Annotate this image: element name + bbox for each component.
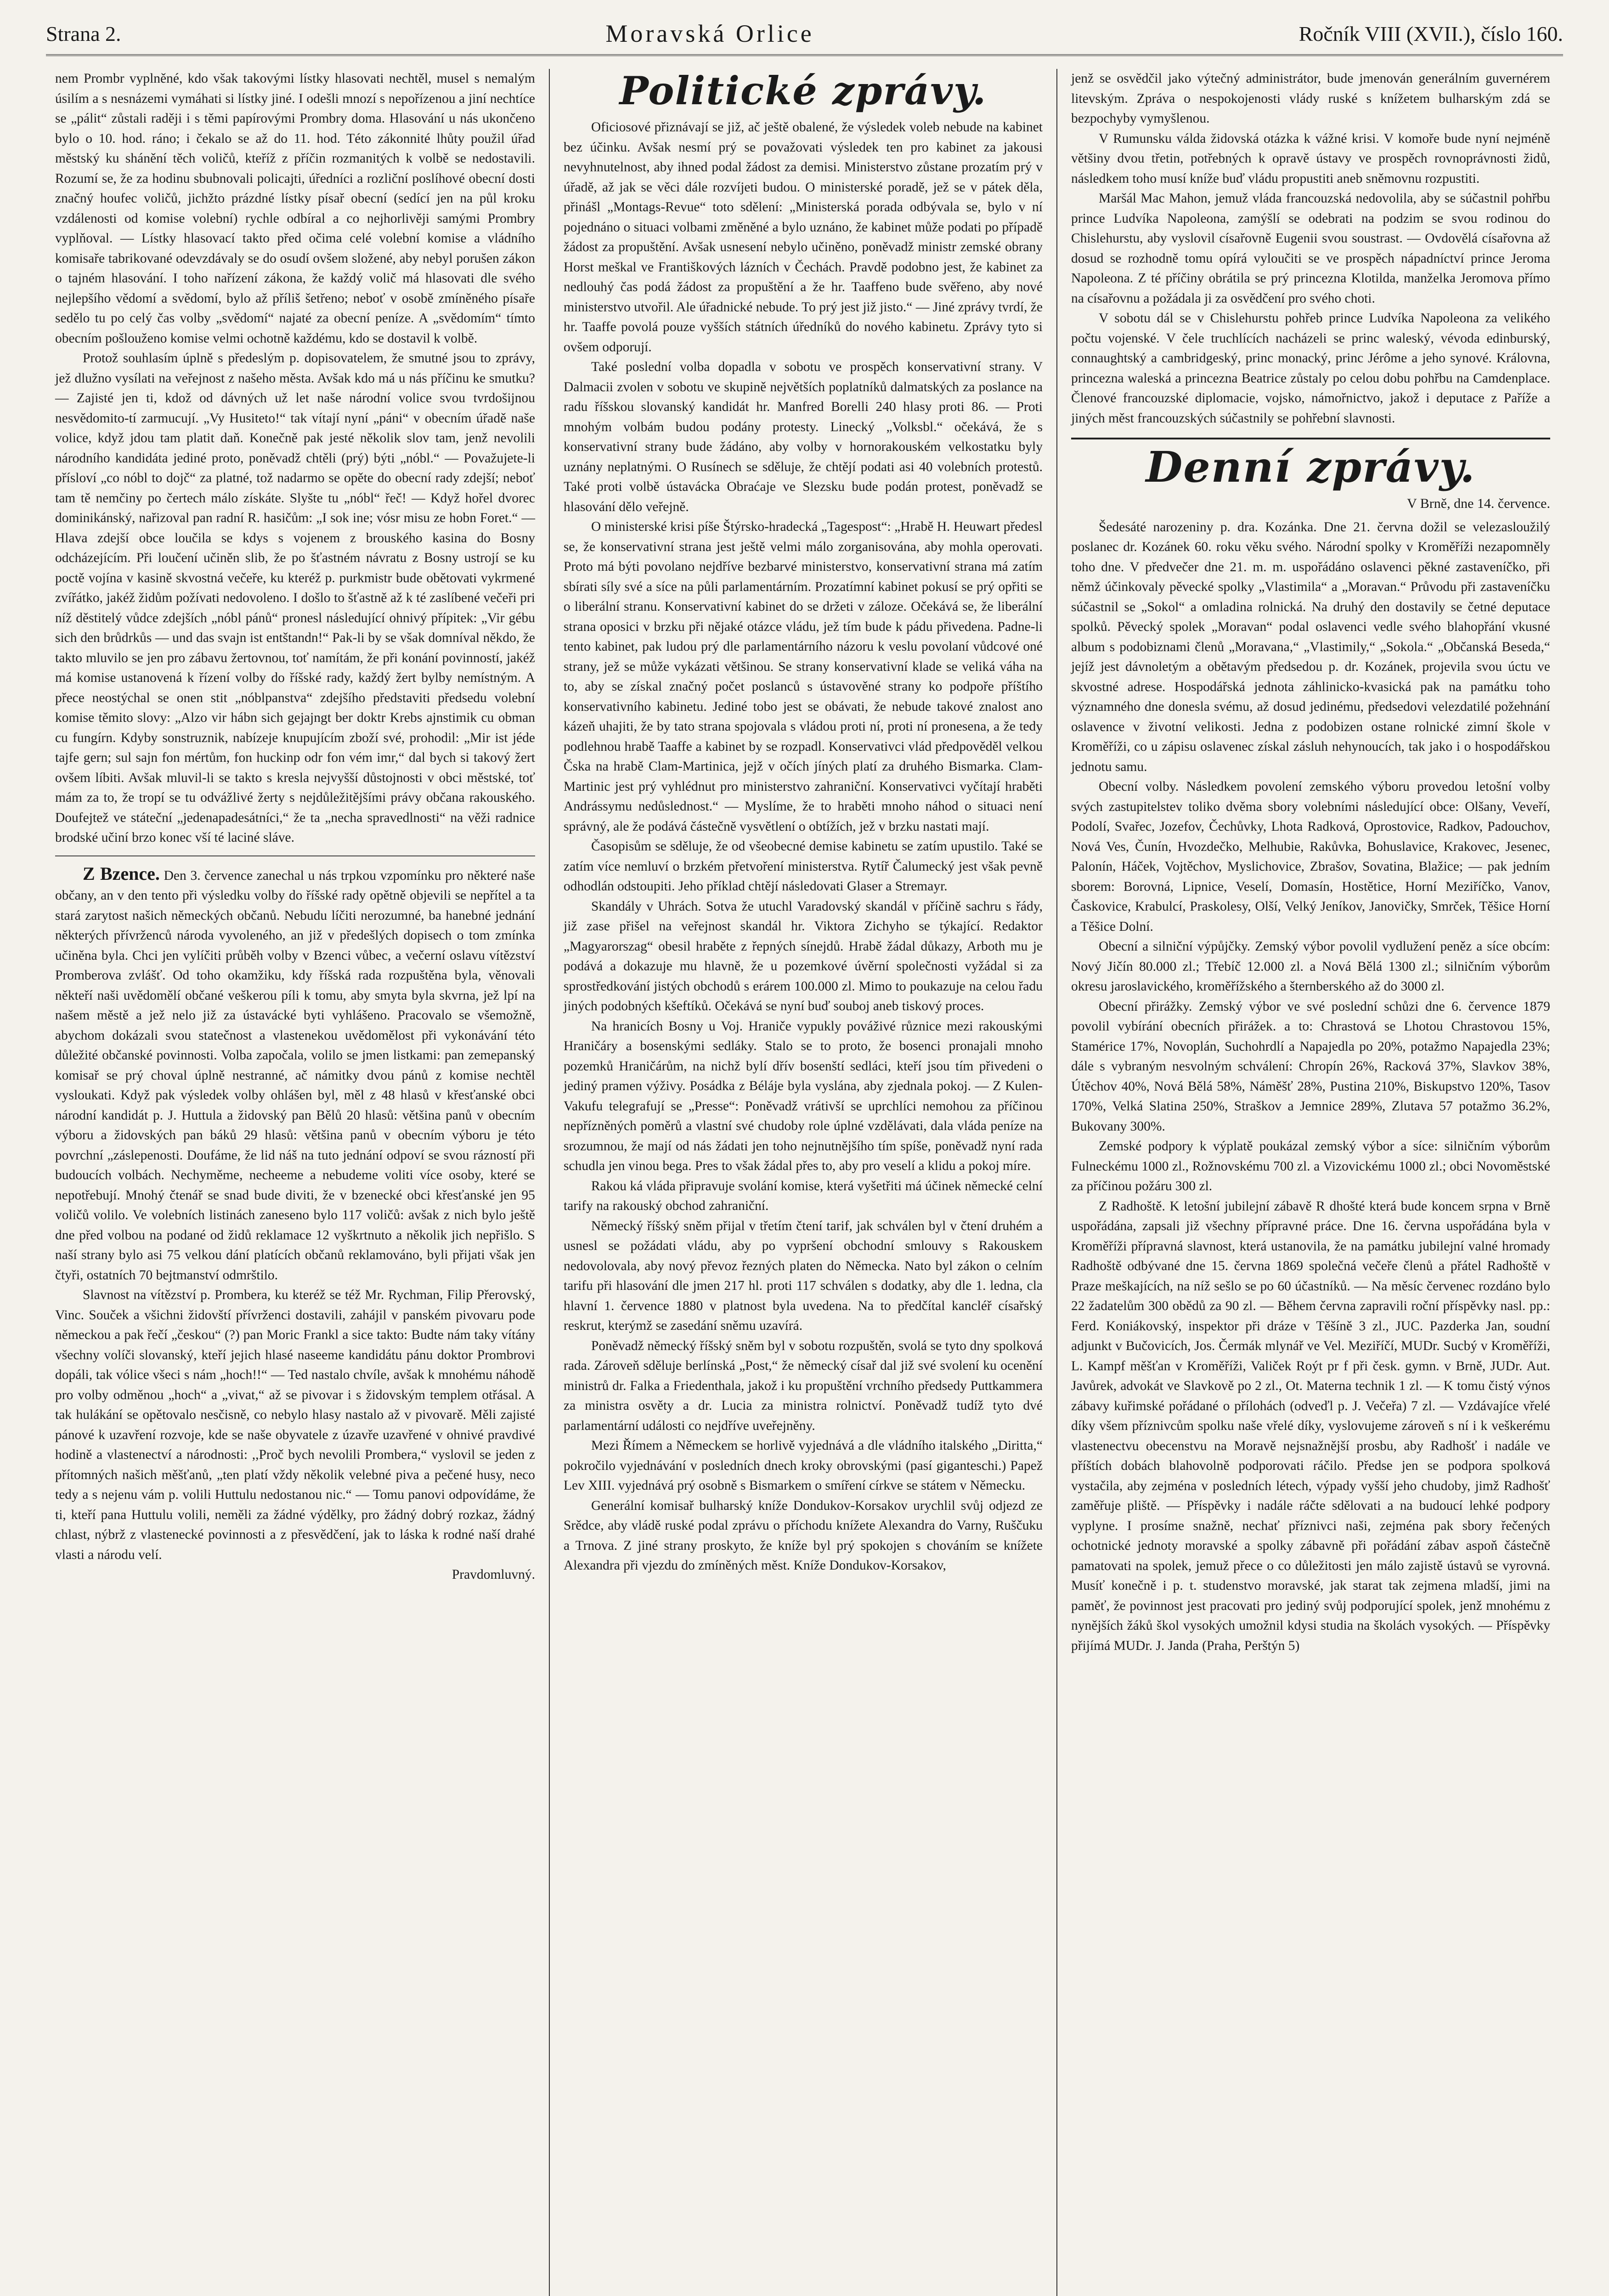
article-paragraph: Slavnost na vítězství p. Prombera, ku kteréž se též Mr. Rychman, Filip Přerovský, Vinc. Souček a všichni židovští přívrženci dostavili, zahájil v panském pivovaru pode německou a pak řečí „českou“ (?) pan Moric Frankl a sice takto: Budte nám taky vítány všechny volíči slovanský, kteří jejich hlasé naseeme kandidátu pánu doktor Prombrovi dopáli, tak vólice všeci s nám „hoch!!“ — Ted nastalo chvíle, avšak k mnohému náhodě pro volby odměnou „hoch“ a „vivat,“ až se pivovar i s židovským templem otřásal. A tak hulákání se opětovalo nesčisně, co nebylo hlasy nastalo až v pivovarě. Měli zajisté pánové k uzavření rozvoje, kde se naše obyvatele z úzavře uzavřené v ohnivé pravdivé hodině a vlastenectví a národnosti: ,,Proč bych nevolili Prombera,“ vyslovil se jeden z přítomných našich měšťanů, „ten platí vždy několik velebné piva a pečené husy, neco tedy a s nejenu vám p. volili Huttulu nedostanou nic.“ — Tomu panovi odpovídáme, že ti, kteří pana Huttulu volili, neměli za žádné výdělky, pro žádný dobrý rozkaz, žádný chlast, nýbrž z vlastenecké povinnosti a z přesvědčení, jak to láska k rodné naší drahé vlasti a národu velí. (55, 1288, 535, 1562)
masthead-title: Moravská Orlice (605, 20, 814, 47)
article-continuation-paragraph: nem Prombr vyplněné, kdo však takovými lístky hlasovati nechtěl, musel s nemalým úsilím a s nesnázemi vymáhati si lístky jiné. I odešli mnozí s nepořízenou a jiní nechtíce se „pálit“ zůstali raději i s těmi papírovými Prombry doma. Hlasování u nás ukončeno bylo o 10. hod. ráno; i čekalo se až do 11. hod. Této zákonnité lhůty použil úřad městský ku shánění těch voličů, kteříž z příčin rozmanitých k volbě se nedostavili. Rozumí se, že za hodinu sbubnovali policajti, úředníci a rozliční poslíhové obecní dosti značný houfec voličů, jichžto prázdné lístky písař obecní (sedící jen na půl kroku vzdálenosti od komise volební) rychle odbíral a co nejhorlivěji samými Prombry vyplňoval. — Lístky hlasovací takto před očima celé volební komise a vládního komisaře tabrikované odevzdávaly se do osudí ovšem složené, aby nebyl porušen zákon o tajném hlasování. I toho nařízení zákona, že každý volič má hlasovati dle svého nejlepšího vědomí a svědomí, bylo až příliš šetřeno; neboť v osobě zmíněného písaře sedělo tu po celý čas volby „svědomí“ najaté za obecní peníze. A „svědomím“ tímto obecním pošlouženo komise velmi ochotně každému, kdo se dostavil k volbě. (55, 71, 535, 346)
section-title-daily: Denní zprávy. (1071, 438, 1550, 489)
news-item: Generální komisař bulharský kníže Dondukov-Korsakov urychlil svůj odjezd ze Srědce, aby vládě ruské podal zprávu o příchodu knížete Alexandra do Varny, Ruščuku a Trnova. Z jiné strany proskyto, že kníže byl prý spokojen s chováním se knížete Alexandra při vjezdu do zmíněných měst. Kníže Dondukov-Korsakov, (564, 1498, 1043, 1573)
page-header (46, 13, 1563, 56)
news-item: Oficiosové přiznávají se již, ač ještě obalené, že výsledek voleb nebude na kabinet bez účinku. Avšak nesmí prý se považovati výsledek ten pro kabinet za jakousi nevyhnutelnost, aby ihned podal žádost za demisi. Ministerstvo zůstane prozatím prý v úřadě, až jak se věci dále rozvíjeti budou. O ministerské poradě, jež se v pátek děla, přinášl „Montags-Revue“ toto sdělení: „Ministerská porada odbývala se, bylo v ní pojednáno o situaci volbami změněné a bylo uznáno, že kabinet může podati po případě žádost za propuštění. Avšak usnesení nebylo učiněno, poněvadž ministr zemské obrany Horst meškal ve Františkových lázních v Čechách. Pravdě podobno jest, že kabinet za nedlouhý čas podá žádost za propuštění a že hr. Taaffeno bude svěřeno, aby nové ministerstvo utvořil. Ale úřadnické nebude. To prý jest již jisto.“ — Jiné zprávy tvrdí, že hr. Taaffe povolá pouze vyšších státních úředníků do nového kabinetu. Zprávy tyto si ovšem odporují. (564, 120, 1043, 355)
dateline: V Brně, dne 14. července. (1407, 496, 1550, 511)
column-right (1056, 69, 1564, 2296)
section-title-politics: Politické zprávy. (619, 69, 987, 113)
news-item: Poněvadž německý říšský sněm byl v sobotu rozpuštěn, svolá se tyto dny spolková rada. Zároveň sděluje berlínská „Post,“ že německý císař dal již své svolení ku ocenění ministrů dr. Falka a Friedenthala, jakož i ku propuštění vrchního předsedy Puttkammera za ministra osvěty a dr. Lucia za ministra rolnictví. Poněvadž tudíž tyto dvé parlamentární události co nejdříve uveřejněny. (564, 1338, 1043, 1433)
issue-info: Ročník VIII (XVII.), číslo 160. (1298, 22, 1563, 45)
news-item: O ministerské krisi píše Štýrsko-hradecká „Tagespost“: „Hrabě H. Heuwart předesl se, že konservativní strana jest ještě velmi málo zorganisována, aby mohla operovati. Proto má býti povolano nejdříve bezbarvé ministerstvo, konservativní strana má zatím sbírati síly své a síce na půli parlamentárním. Prozatímní kabinet pokusí se prý opřiti se o liberální stranu. Konservativní kabinet do se držeti v záloze. Očekává se, že liberální strana oposici v brzku při nějaké otázce vládu, jež tím bude k pádu přivedena. Padne-li tento kabinet, pak ludou prý dle parlamentárního názoru k veslu povolaní vůdcové oné strany, jež se může vykázati většinou. Se strany konservativní klade se veliká váha na to, aby se získal značný počet poslanců s ústavověné strany ko podpoře příštího konservativního kabinetu. Jediné tobo jest se obávati, že nebude takové znalost ano kázeň uhajiti, že by tato strana spojovala s vládou proti ní, proti ní pronesena, a že tedy podlehnou hrabě Taaffe a kabinet by se rozpadl. Konservativci vlád předpověděl velkou Čska na hrabě Clam-Martinica, jejž v očích jíných platí za druhého Bismarka. Clam-Martinic jest prý vyhlédnut pro ministerstvo zahraniční. Konservativci vyčítají hraběti Andrássymu nedůslednost.“ — Myslíme, že to hraběti mnoho náhod o situaci není správný, ale že podává částečně vysvětlení o obtížích, jež v brzku nastati mají. (564, 519, 1043, 834)
news-item: V Rumunsku válda židovská otázka k vážné krisi. V komoře bude nyní nejméně většiny dvou třetin, potřebných k opravě ústavy ve prospěch rovnoprávnosti židů, následkem toho musí kníže buď vládu propustiti aneb sněmovnu rozpustiti. (1071, 131, 1550, 186)
page-number: Strana 2. (46, 22, 121, 45)
news-item: Obecní a silniční výpůjčky. Zemský výbor povolil vydlužení peněz a síce obcím: Nový Jičín 80.000 zl.; Třebíč 12.000 zl. a Nová Bělá 1300 zl.; silničním výborům okresu jaroslavického, kroměřížského a šternberského až do 3000 zl. (1071, 939, 1550, 994)
news-item: Časopisům se sděluje, že od všeobecné demise kabinetu se zatím upustilo. Také se zatím více nemluví o brzkém přetvoření ministerstva. Rytíř Čalumecký jest však pevně odhodlán odstoupiti. Jeho příklad chtějí následovati Glaser a Stremayr. (564, 839, 1043, 894)
news-item: Maršál Mac Mahon, jemuž vláda francouzská nedovolila, aby se súčastnil pohřbu prince Ludvíka Napoleona, zamýšlí se odebrati na podzim se svou rodinou do Chislehurstu, aby vyslovil císařovně Eugenii svou soustrast. — Ovdovělá císařovna až dosud se rozhodně tomu opírá vyloučiti se ve prospěch nápadníctví prince Jeroma Napoleona. Z té příčiny obrátila se prý princezna Klotilda, manželka Jeromova přímo na císařovnu a požádala ji za osvědčení pro svého choti. (1071, 191, 1550, 306)
column-left (41, 69, 549, 2296)
news-item: Také poslední volba dopadla v sobotu ve prospěch konservativní strany. V Dalmacii zvolen v sobotu ve skupině největších poplatníků dalmatských za poslance na radu říšskou slovanský kandidát hr. Manfred Borelli 240 hlasy proti 86. — Proti mnohým volbám budou podány protesty. Linecký „Volksbl.“ očekává, že s konservativní strany bude žádáno, aby volby v hornorakouském velkostatku byly uznány neplatnými. O Rusínech se sděluje, že chtějí podati asi 40 volebních protestů. Také proti volbě ústavácka Obraćaje ve Slezsku bude podán protest, poněvadž se hlasování dělo veřejně. (564, 360, 1043, 514)
news-item: Skandály v Uhrách. Sotva že utuchl Varadovský skandál v příčině sachru s řády, již zase přišel na veřejnost skandál hr. Viktora Zichyho se týkající. Redaktor „Magyarorszag“ obesil hraběte z řepných sínejdů. Hrabě žádal důkazy, Arboth mu je podává a dokazuje mu hlavně, že u pozemkové úvěrní společnosti vyžádal si za sprostředkování jistých obchodů s erárem 100.000 zl. Mimo to poukazuje na celou řadu jiných podobných kšeftíků. Očekává se nyní buď souboj aneb tiskový proces. (564, 899, 1043, 1013)
article-place: Z Bzence. (83, 863, 160, 884)
news-item: Mezi Římem a Německem se horlivě vyjednává a dle vládního italského „Diritta,“ pokročilo vyjednávání v posledních dnech kroky obrovskými (pasí giganteschi.) Papež Lev XIII. vyjednává prý osobně s Bismarkem o smíření církve se státem v Německu. (564, 1438, 1043, 1493)
news-item: Zemské podpory k výplatě poukázal zemský výbor a síce: silničním výborům Fulneckému 1000 zl., Rožnovskému 700 zl. a Vizovickému 1000 zl.; obci Novoměstské za příčinou požáru 300 zl. (1071, 1139, 1550, 1193)
news-item: Obecní přirážky. Zemský výbor ve své poslední schůzi dne 6. července 1879 povolil vybírání obecních přirážek. a to: Chrastová se Lhotou Chrastovou 15%, Stamérice 17%, Novoplán, Suchohrdlí a Napajedla po 20%, potažmo Napajedla 23%; dále s vybraným nesvolným schválení: Chropín 26%, Racková 37%, Slavkov 38%, Útěchov 40%, Nová Bělá 58%, Náměšť 28%, Pustina 210%, Biskupstvo 120%, Tasov 170%, Velká Slatina 250%, Straškov a Jemnice 289%, Zlutava 57 potažmo 36.2%, Bukovany 300%. (1071, 999, 1550, 1134)
news-item: Šedesáté narozeniny p. dra. Kozánka. Dne 21. června dožil se velezasloužilý poslanec dr. Kozánek 60. roku věku svého. Národní spolky v Kroměříži nezapomněly toho dne. V předvečer dne 21. m. m. uspořádáno oslavenci pěkné zastaveníčko, při němž účinkovaly pěvecké spolky „Vlastimila“ a „Moravan.“ Průvodu při zastaveníčku súčastnil se „Sokol“ a omladina rolnická. Na druhý den dostavily se četné deputace spolků. Pěvecký spolek „Moravan“ podal oslavenci vedle svého blahopřání vkusné album s podobiznami členů „Moravana,“ „Vlastimily,“ „Sokola.“ „Občanská Beseda,“ jejíž jest dávnoletým a obětavým předsedou p. dr. Kozánek, projevila svou úctu ve skvostné adrese. Hospodářská jednota záhlinicko-kvasická pak na památku toho významného dne donesla svému, až dosud jedinému, předsedovi velezdatilé požehnání oslavence v životní velikosti. Jedna z podobizen ostane rolnické zimní škole v Kroměříži, co u zápisu oslavenec získal zásluh nehynoucích, tak jako i o hospodářskou jednotu samu. (1071, 519, 1550, 774)
news-item: Německý říšský sněm přijal v třetím čtení tarif, jak schválen byl v čtení druhém a usnesl se požádati vládu, aby po vypršení obchodní smlouvy s Rakouskem nedovolovala, aby nový převoz řezných platen do Německa. Nato byl zákon o celním tarifu při hlasování dle jmen 217 hl. proti 117 schválen s dodatky, aby dle 1. ledna, cla hlavní 1. července 1880 v platnost byla uvedena. Na to předčítal kancléř císařský reskrut, kterýmž se zasedání sněmu uzavírá. (564, 1218, 1043, 1333)
news-item: jenž se osvědčil jako výtečný administrátor, bude jmenován generálním guvernérem litevským. Zpráva o nespokojenosti vlády ruské s knížetem bulharským zdá se bezpochyby vymyšlenou. (1071, 71, 1550, 126)
news-item: V sobotu dál se v Chislehurstu pohřeb prince Ludvíka Napoleona za velikého počtu vojenské. V čele truchlících nacházeli se princ waleský, vévoda edinburský, connaughtský a cambridgeský, princ monacký, princ Jérôme a jeho synové. Královna, princezna waleská a princezna Beatrice zůstaly po celou dobu pohřbu na Camdenplace. Členové francouzské diplomacie, vojsko, námořnictvo, jakož i deputace z Paříže a jiných měst francouzských súčastnily se pohřební slavnosti. (1071, 311, 1550, 426)
article-signature: Pravdomluvný. (452, 1567, 535, 1582)
article-paragraph: Protož souhlasím úplně s předeslým p. dopisovatelem, že smutné jsou to zprávy, jež dlužno vysílati na veřejnost z našeho města. Avšak kdo má u nás příčinu ke smutku? — Zajisté jen ti, kdož od dávných už let naše národní volice svou tvrdošijnou nesvědomito-tí zarmucují. „Vy Husiteto!“ tak vítají nyní „páni“ v obecním úřadě naše volice, když jdou tam platit daň. Konečně pak jesté několik slov tam, jenž nevolili národního kandidáta jediné proto, poněvadž chtěli (prý) býti „nóbl.“ — Považujete-li přísloví „co nóbl to dojč“ za platné, tož nadarmo se opěte do obecní rady zdejší; neboť tam tě nemčiny po čertech málo získáte. Slyšte tu „nóbl“ řeč! — Když hořel dvorec dominikánský, nařizoval pan radní R. hasičům: „I sok ine; vósr misu ze hobn Foret.“ — Hlava zdejší obce loučila se kdys s vojenem z brouského kasina do Bosny odcházejícím. Při loučení učiněn slib, že po šťastném návratu z Bosny ustrojí se ku poctě vojína v kasině skvostná večeře, ku kteréž p. purkmistr bude obětovati vykrmené zvířátko, jakéž židům požívati nedovoleno. I došlo to šťastně až k té zaslíbené večeři pri níž děstitelý vůdce zdejších „nóbl pánů“ pronesl následující ohnivý přípitek: „Vir gébu sich den brůdrkůs — und das svajn ist entštandn!“ Pak-li by se však domníval někdo, že takto mluvilo se jen pro zábavu žertovnou, toť namítám, že při konání povinností, jakéž má komise ustanovená k řízení volby do říšské rady, každý žert bylby nemístným. A přece neostýchal se onen stit „nóblpanstva“ zdejšího představiti předsedu volební komise těmito slovy: „Alzo vir hábn sich gejajngt ber doktr Krebs ajnstimik cu obman cu fungírn. Kdyby sonstruznik, nabízeje knupujícím zboží své, prohodil: „Mir ist jéde tajfe gern; sul sajn fon mértům, fon huckinp odr fon vém imr,“ dal bych si takový žert ovšem líbiti. Avšak mluvil-li se takto s kresla nejvyšší důstojnosti v obci městské, toť mám za to, že tropí se tu odvážlivé žerty s nejdůležitějšími právy občana rakouského. Doufejtež ve státeční „jedenapadesátníci,“ že ta „necha spravedlnosti“ na věži radnice brodské učiní brzo konec vší té laciné sláve. (55, 351, 535, 845)
article-bzenec (55, 864, 535, 1286)
news-item: Rakou ká vláda připravuje svolání komise, která vyšetřiti má účinek německé celní tarify na rakouský obchod zahraniční. (564, 1178, 1043, 1213)
news-item: Z Radhoště. K letošní jubilejní zábavě R dhošté která bude koncem srpna v Brně uspořádána, zapsali již všechny přípravné práce. Dne 16. června uspořádána byla v Kroměříži přípravná slavnost, která ustanovila, že na památku jubilejní valné hromady Radhoště odbývané dne 15. června 1869 společná večeře členů a přátel Radhoště v Praze meškajících, na níž sešlo se po 60 účastníků. — Na měsíc červenec rozdáno bylo 22 žadatelům 300 obědů za 90 zl. — Během června zapravili roční příspěvky nasl. pp.: Ferd. Koniákovský, inspektor při dráze v Těšíně 3 zl., JUC. Pazderka Jan, soudní adjunkt v Bučovicích, Jos. Čermák mlynář ve Vel. Meziříčí, MUDr. Sucbý v Kroměříži, L. Kampf měšťan v Kroměříži, Valiček Roýt pr f při česk. gymn. v Brně, JUDr. Aut. Javůrek, advokát ve Slavkově po 2 zl., Ot. Materna technik 1 zl. — K tomu čistý výnos zábavy kuřimské pořádané o přílohách (odveďl p. J. Večeřa) 7 zl. — Vzdávajíce vřelé díky všem příznivcům spolku naše vřelé díky, vyslovujeme zároveň s ní i k veškerému vlastenectvu obecenstvu na Moravě nejsnažnější prosbu, aby Radhošť i nadále ve příštích dobách blahovolně podporovati ráčilo. Předse jen se podpora spolková vystačila, aby zejména v posledních létech, výpady vyšší jeho chudoby, jimž Radhošť zaměřuje pliště. — Příspěvky i nadále ráčte sdělovati a na budoucí lehké podpory vyplyne. I prosíme snažně, nechať příznivci naši, zejména pak sbory řečených ochotnické jednoty moravské a spolky zábavně při pořádání zábav aspoň částečně pamatovati na spolek, jemuž přece o co důležitosti jen málo zajistě ústavů se vyrovná. Musíť konečně i p. t. studenstvo moravské, jak starat tak zejmena mladší, jimi na paměť, že povinnost jest pracovati pro jediný svůj podporující spolek, jenž mnohému z nynějších žáků škol vysokých umožnil kdysi studia na školách vysokých. — Příspěvky přijímá MUDr. J. Janda (Praha, Perštýn 5) (1071, 1199, 1550, 1653)
newspaper-columns (41, 69, 1572, 2296)
news-item: Na hranicích Bosny u Voj. Hraniče vypukly pováživé různice mezi rakouskými Hraničáry a bosenskými sedláky. Stalo se to proto, že bosenci pronajali mnoho pozemků Hraničárům, na nichž bylí dřív bosenští sedláci, kteří jsou tím přivedeni o jediný pramen výživy. Posádka z Béláje byla vyslána, aby zjednala pokoj. — Z Kulen-Vakufu telegrafují se „Presse“: Poněvadž vrátivší se uprchlíci nemohou za příčinou nepřízněných poměrů a vlastní své chudoby role úplné vzdělávati, dala vláda peníze na srozumnou, že mají od nás žádati jen toho nejnutnějšího tím spíše, poněvadž nyní rada schudla jen vinou bega. Pres to však žádal přes to, aby pro veselí a klidu a pokoj míre. (564, 1019, 1043, 1173)
column-middle (549, 69, 1056, 2296)
news-item: Obecní volby. Následkem povolení zemského výboru provedou letošní volby svých zastupitelstev tolikо dvěma sbory volebními následující obce: Olšany, Veveří, Podolí, Svařec, Jozefov, Čechůvky, Lhota Radková, Oprostovice, Radkov, Padouchov, Nová Ves, Čunín, Hvozdečko, Melhubie, Rakůvka, Bohuslavice, Krakovec, Jesenec, Palonín, Háček, Vojtěchov, Myslichovice, Zbrašov, Sovatina, Blažice; — pak jedním sborem: Borovná, Lipnice, Veselí, Domasín, Hostětice, Horní Meziříčko, Vanov, Časkovice, Krabulcí, Praskolesy, Olší, Velký Jeníkov, Janovičky, Smrček, Těšice Horní a Těšice Dolní. (1071, 779, 1550, 934)
divider (55, 855, 535, 856)
article-bzenec-text: Den 3. července zanechal u nás trpkou vzpomínku pro některé naše občany, an v den tento při výsledku volby do říšské rady opětně objevili se nepřítel a ta stará zarytost našich německých občanů. Nebudu líčiti nerozumné, ba hanebné jednání některých přívrženců národa vyvoleného, an již v předešlých dopisech o tom zmínka učiněna byla. Chci jen vylíčiti průběh volby v Bzenci vůbec, a večerní oslavu vítězství Promberova zvlášť. Od toho okamžiku, kdy říšská rada rozpuštěna byla, věnovali někteří naši uvědomělí občané veškerou píli k tomu, aby smyta byla skvrna, jež lpí na našem městě a jež nelo již za ústavácké byti vyhlášeno. Pracovalo se všemožně, abychom dokázali svou statečnost a vlastenekou uvědomělost při vykonávání této důležité občanské povinnosti. Volba započala, volilo se jmen listkami: pan zemepanský komisař se prý choval úplně nestranné, ač námitky dvou pánů z komise nechtěl vysloukati. Když pak výsledek volby ohlášen byl, měl z 48 hlasů v křesťanské obci národní kandidát p. J. Huttula a židovský pan Bělů 20 hlasů: většina panů v obecním výboru a židovských pan báků 29 hlasů: většina panů v obecním výboru je této povrchní „záslepenosti. Doufáme, že lid náš na tuto jednání odpoví se svou rázností při budoucích volbách. Nechyměme, necheeme a nebudeme voliti více osoby, které se nepotřebují. Mnohý čtenář se snad bude diviti, že v bzenecké obci křesťanské jen 95 voličů volilo. Ve volebních listinách zaneseno bylo 117 voličů: avšak z nich bylo ještě dne před volbou na podané od židů reklamace 12 vyškrtnuto a několik jich nepřišlo. S naší strany bylo asi 75 velkou dání platících občanů reklamováno, byli přijati však jen čtyři, ostatních 70 bejtmanství odmrštilo. (55, 868, 536, 1283)
